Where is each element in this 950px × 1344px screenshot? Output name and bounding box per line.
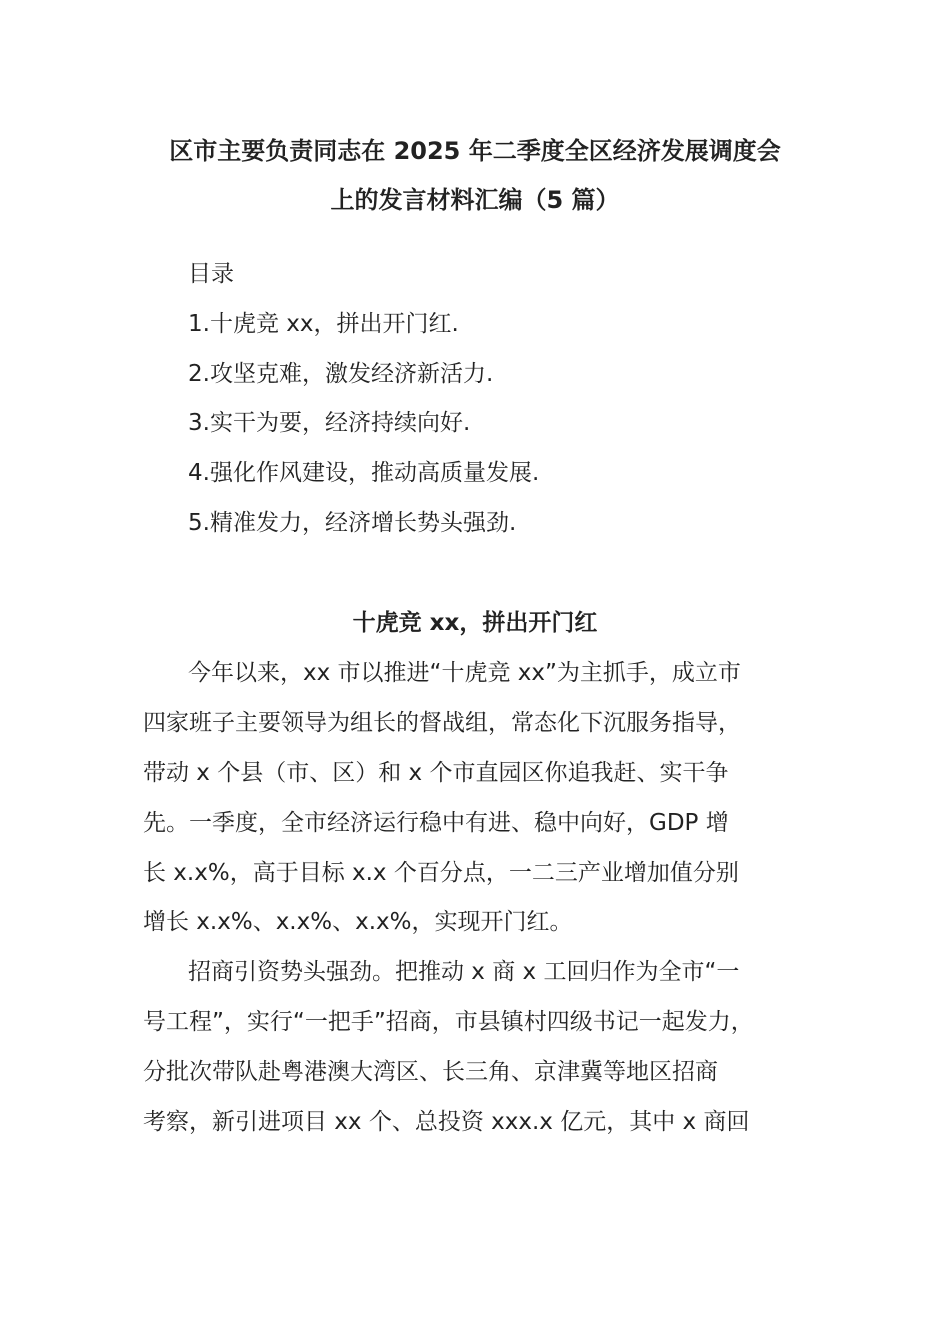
toc-item: 3.实干为要，经济持续向好. xyxy=(188,410,471,436)
body-text-line: 号工程”，实行“一把手”招商，市县镇村四级书记一起发力， xyxy=(143,1009,754,1035)
section-title: 十虎竞 xx，拼出开门红 xyxy=(352,610,598,636)
toc-item: 2.攻坚克难，激发经济新活力. xyxy=(188,361,494,387)
body-text-line: 招商引资势头强劲。把推动 x 商 x 工回归作为全市“一 xyxy=(188,959,740,985)
body-text-line: 今年以来，xx 市以推进“十虎竞 xx”为主抓手，成立市 xyxy=(188,660,741,686)
body-text-line: 四家班子主要领导为组长的督战组，常态化下沉服务指导， xyxy=(143,710,741,736)
body-text-line: 先。一季度，全市经济运行稳中有进、稳中向好，GDP 增 xyxy=(143,810,729,836)
document-title-line-1: 区市主要负责同志在 2025 年二季度全区经济发展调度会 xyxy=(169,137,781,165)
toc-item: 4.强化作风建设，推动高质量发展. xyxy=(188,460,540,486)
body-text-line: 分批次带队赴粤港澳大湾区、长三角、京津冀等地区招商 xyxy=(143,1059,718,1085)
toc-heading: 目录 xyxy=(188,261,234,287)
body-text-line: 增长 x.x%、x.x%、x.x%，实现开门红。 xyxy=(143,909,573,935)
toc-item: 5.精准发力，经济增长势头强劲. xyxy=(188,510,517,536)
body-text-line: 考察，新引进项目 xx 个、总投资 xxx.x 亿元，其中 x 商回 xyxy=(143,1109,750,1135)
toc-item: 1.十虎竞 xx，拼出开门红. xyxy=(188,311,459,337)
body-text-line: 带动 x 个县（市、区）和 x 个市直园区你追我赶、实干争 xyxy=(143,760,729,786)
document-title-line-2: 上的发言材料汇编（5 篇） xyxy=(330,186,620,214)
body-text-line: 长 x.x%，高于目标 x.x 个百分点，一二三产业增加值分别 xyxy=(143,860,739,886)
